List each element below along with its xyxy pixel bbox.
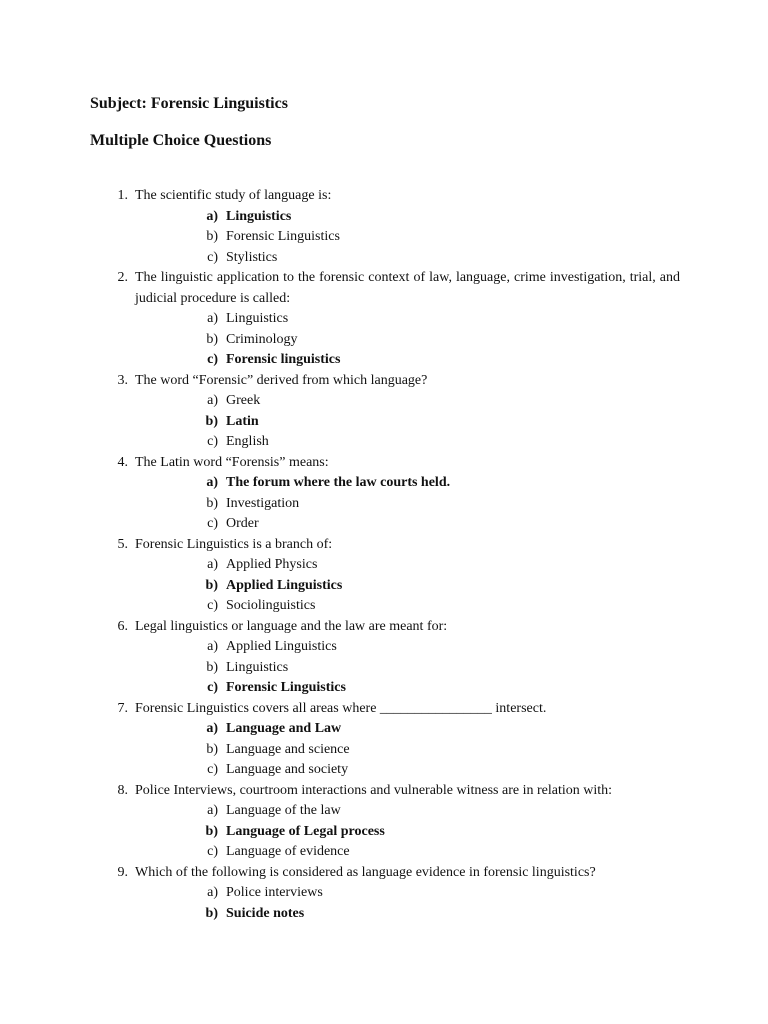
answer-option-correct (0, 822, 768, 843)
option-letter: b) (206, 495, 218, 511)
option-letter: a) (206, 721, 218, 736)
option-text: Linguistics (226, 208, 292, 224)
section-heading: Multiple Choice Questions (90, 132, 272, 149)
answer-option (0, 740, 768, 761)
option-text: Linguistics (226, 659, 289, 675)
question-number: 6. (117, 618, 128, 634)
answer-option (0, 596, 768, 617)
option-letter: a) (207, 803, 218, 818)
option-text: Forensic linguistics (226, 352, 341, 367)
option-text: Latin (226, 413, 259, 429)
answer-option (0, 658, 768, 679)
answer-option-correct (0, 678, 768, 699)
question-text: The Latin word “Forensis” means: (135, 454, 329, 470)
option-text: Language of the law (226, 803, 341, 818)
option-text: Forensic Linguistics (226, 680, 346, 695)
option-text: Applied Linguistics (226, 577, 343, 593)
option-text: Language of Legal process (226, 823, 385, 839)
option-text: Language and Law (226, 721, 342, 736)
option-text: Stylistics (226, 249, 278, 265)
option-list (0, 391, 768, 453)
option-letter: c) (207, 516, 218, 531)
answer-option (0, 760, 768, 781)
answer-option (0, 330, 768, 351)
question-item (0, 535, 768, 617)
option-text: Sociolinguistics (226, 598, 316, 613)
option-letter: a) (207, 393, 218, 408)
option-list (0, 555, 768, 617)
option-text: Police interviews (226, 885, 323, 900)
answer-option (0, 227, 768, 248)
option-text: The forum where the law courts held. (226, 475, 451, 490)
subject-heading: Subject: Forensic Linguistics (90, 95, 288, 112)
option-text: Investigation (226, 495, 300, 511)
question-number: 9. (117, 864, 128, 880)
answer-option (0, 801, 768, 822)
question-item (0, 617, 768, 699)
option-letter: c) (207, 598, 218, 613)
question-item (0, 699, 768, 781)
question-number: 1. (117, 188, 128, 203)
answer-option-correct (0, 412, 768, 433)
answer-option (0, 494, 768, 515)
option-text: Linguistics (226, 311, 289, 326)
answer-option (0, 309, 768, 330)
question-list (0, 186, 768, 924)
option-letter: b) (206, 229, 218, 244)
option-text: Language and science (226, 741, 350, 757)
answer-option (0, 432, 768, 453)
option-text: English (226, 434, 269, 449)
option-letter: c) (207, 762, 218, 777)
option-letter: a) (207, 557, 218, 572)
question-item (0, 863, 768, 925)
option-letter: c) (207, 249, 218, 265)
option-text: Order (226, 516, 259, 531)
option-text: Applied Linguistics (226, 639, 337, 654)
question-number: 7. (117, 700, 128, 716)
option-letter: a) (206, 208, 218, 224)
option-letter: b) (206, 331, 218, 347)
option-text: Applied Physics (226, 557, 318, 572)
option-text: Language of evidence (226, 844, 350, 859)
answer-option (0, 883, 768, 904)
question-number: 5. (117, 536, 128, 552)
question-text: The scientific study of language is: (135, 188, 332, 203)
answer-option-correct (0, 350, 768, 371)
question-text: The word “Forensic” derived from which language? (135, 372, 428, 388)
question-text: Forensic Linguistics is a branch of: (135, 536, 333, 552)
answer-option (0, 555, 768, 576)
answer-option-correct (0, 576, 768, 597)
answer-option (0, 842, 768, 863)
option-letter: a) (207, 639, 218, 654)
option-letter: c) (207, 434, 218, 449)
answer-option (0, 391, 768, 412)
question-text: Legal linguistics or language and the law are meant for: (135, 618, 448, 634)
option-text: Criminology (226, 331, 298, 347)
answer-option-correct (0, 473, 768, 494)
option-list (0, 207, 768, 269)
option-list (0, 801, 768, 863)
option-letter: a) (207, 311, 218, 326)
answer-option (0, 514, 768, 535)
option-list (0, 473, 768, 535)
question-number: 8. (117, 782, 128, 798)
answer-option-correct (0, 207, 768, 228)
option-letter: a) (206, 475, 218, 490)
question-text: Forensic Linguistics covers all areas where ________________ intersect. (135, 700, 547, 716)
option-text: Language and society (226, 762, 349, 777)
answer-option-correct (0, 904, 768, 925)
option-letter: b) (205, 823, 218, 839)
option-letter: b) (206, 741, 218, 757)
question-text: Which of the following is considered as language evidence in forensic linguistics? (135, 864, 596, 880)
question-number: 4. (117, 454, 128, 470)
answer-option (0, 637, 768, 658)
option-letter: c) (207, 352, 218, 367)
option-letter: c) (207, 680, 218, 695)
question-item (0, 186, 768, 268)
answer-option-correct (0, 719, 768, 740)
option-letter: b) (205, 577, 218, 593)
option-text: Suicide notes (226, 905, 305, 921)
question-text: Police Interviews, courtroom interactions and vulnerable witness are in relation with: (135, 782, 613, 798)
question-number: 2. (117, 270, 128, 285)
option-letter: b) (205, 413, 218, 429)
question-item (0, 268, 768, 371)
option-letter: b) (205, 905, 218, 921)
option-letter: a) (207, 885, 218, 900)
option-letter: b) (206, 659, 218, 675)
question-item (0, 781, 768, 863)
option-list (0, 309, 768, 371)
question-item (0, 453, 768, 535)
option-text: Greek (226, 393, 261, 408)
question-text: The linguistic application to the forensic context of law, language, crime investigation, trial, and judicial procedure is called: (135, 270, 680, 306)
option-letter: c) (207, 844, 218, 859)
option-list (0, 883, 768, 924)
question-item (0, 371, 768, 453)
option-list (0, 637, 768, 699)
answer-option (0, 248, 768, 269)
option-list (0, 719, 768, 781)
option-text: Forensic Linguistics (226, 229, 340, 244)
question-number: 3. (117, 372, 128, 388)
